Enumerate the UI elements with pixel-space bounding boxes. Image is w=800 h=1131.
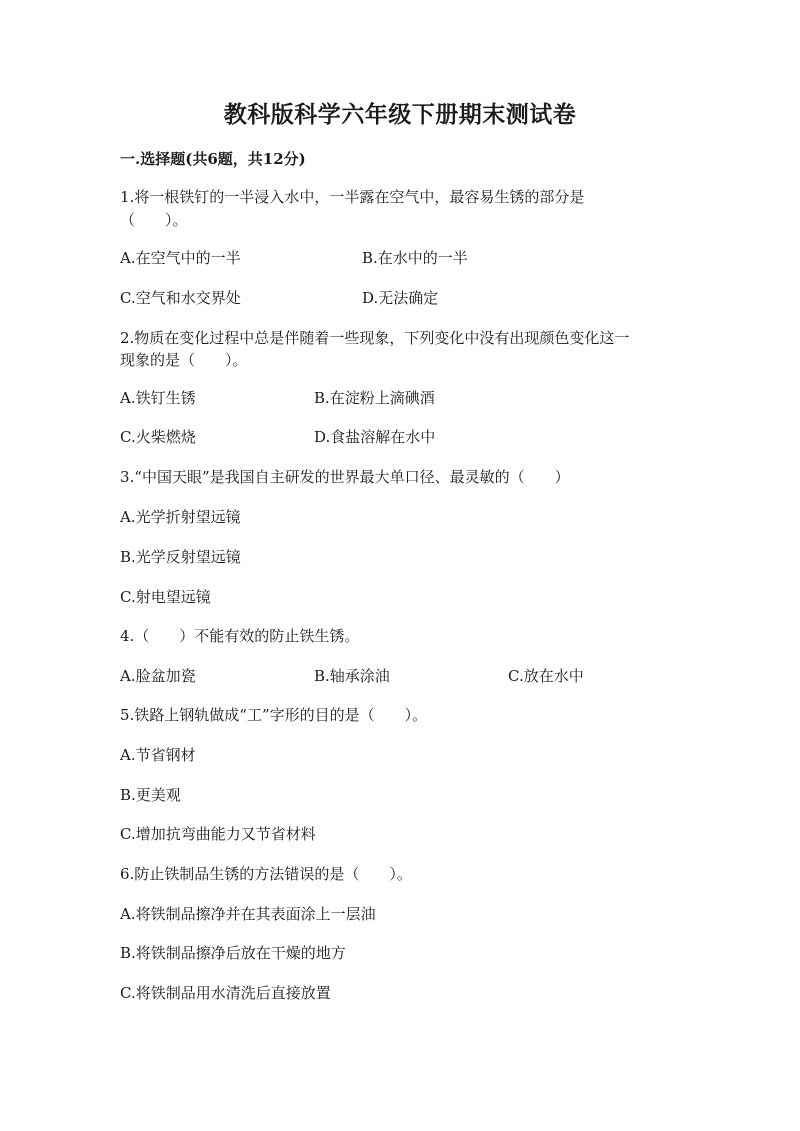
question-1-stem-line-2: （ ）。: [120, 211, 188, 229]
question-2-option-c: C.火柴燃烧: [120, 428, 196, 446]
question-5-option-a: A.节省钢材: [120, 746, 196, 764]
question-1-option-d: D.无法确定: [362, 289, 439, 307]
question-5-stem: 5.铁路上钢轨做成“工”字形的目的是（ ）。: [120, 706, 428, 724]
question-2-option-d: D.食盐溶解在水中: [314, 428, 436, 446]
question-3-option-a: A.光学折射望远镜: [120, 508, 241, 526]
question-1-option-a: A.在空气中的一半: [120, 249, 241, 267]
question-1-stem-line-1: 1.将一根铁钉的一半浸入水中，一半露在空气中，最容易生锈的部分是: [120, 188, 585, 206]
question-5-option-b: B.更美观: [120, 786, 181, 804]
question-6-option-c: C.将铁制品用水清洗后直接放置: [120, 984, 331, 1002]
question-6-option-a: A.将铁制品擦净并在其表面涂上一层油: [120, 905, 376, 923]
question-1-option-b: B.在水中的一半: [362, 249, 468, 267]
question-3-stem: 3.“中国天眼”是我国自主研发的世界最大单口径、最灵敏的（ ）: [120, 468, 570, 486]
question-2-option-a: A.铁钉生锈: [120, 389, 196, 407]
page-title: 教科版科学六年级下册期末测试卷: [223, 101, 577, 128]
question-2-stem-line-1: 2.物质在变化过程中总是伴随着一些现象，下列变化中没有出现颜色变化这一: [120, 329, 630, 347]
question-1-option-c: C.空气和水交界处: [120, 289, 241, 307]
question-6-option-b: B.将铁制品擦净后放在干燥的地方: [120, 944, 346, 962]
question-4-option-c: C.放在水中: [508, 667, 584, 685]
section-heading: 一.选择题(共6题，共12分): [120, 150, 306, 168]
question-5-option-c: C.增加抗弯曲能力又节省材料: [120, 825, 316, 843]
question-6-stem: 6.防止铁制品生锈的方法错误的是（ ）。: [120, 865, 412, 883]
question-4-option-b: B.轴承涂油: [314, 667, 390, 685]
question-2-option-b: B.在淀粉上滴碘酒: [314, 389, 435, 407]
question-4-option-a: A.脸盆加瓷: [120, 667, 196, 685]
question-3-option-b: B.光学反射望远镜: [120, 548, 241, 566]
question-3-option-c: C.射电望远镜: [120, 588, 211, 606]
question-2-stem-line-2: 现象的是（ ）。: [120, 351, 248, 369]
question-4-stem: 4.（ ）不能有效的防止铁生锈。: [120, 627, 360, 645]
